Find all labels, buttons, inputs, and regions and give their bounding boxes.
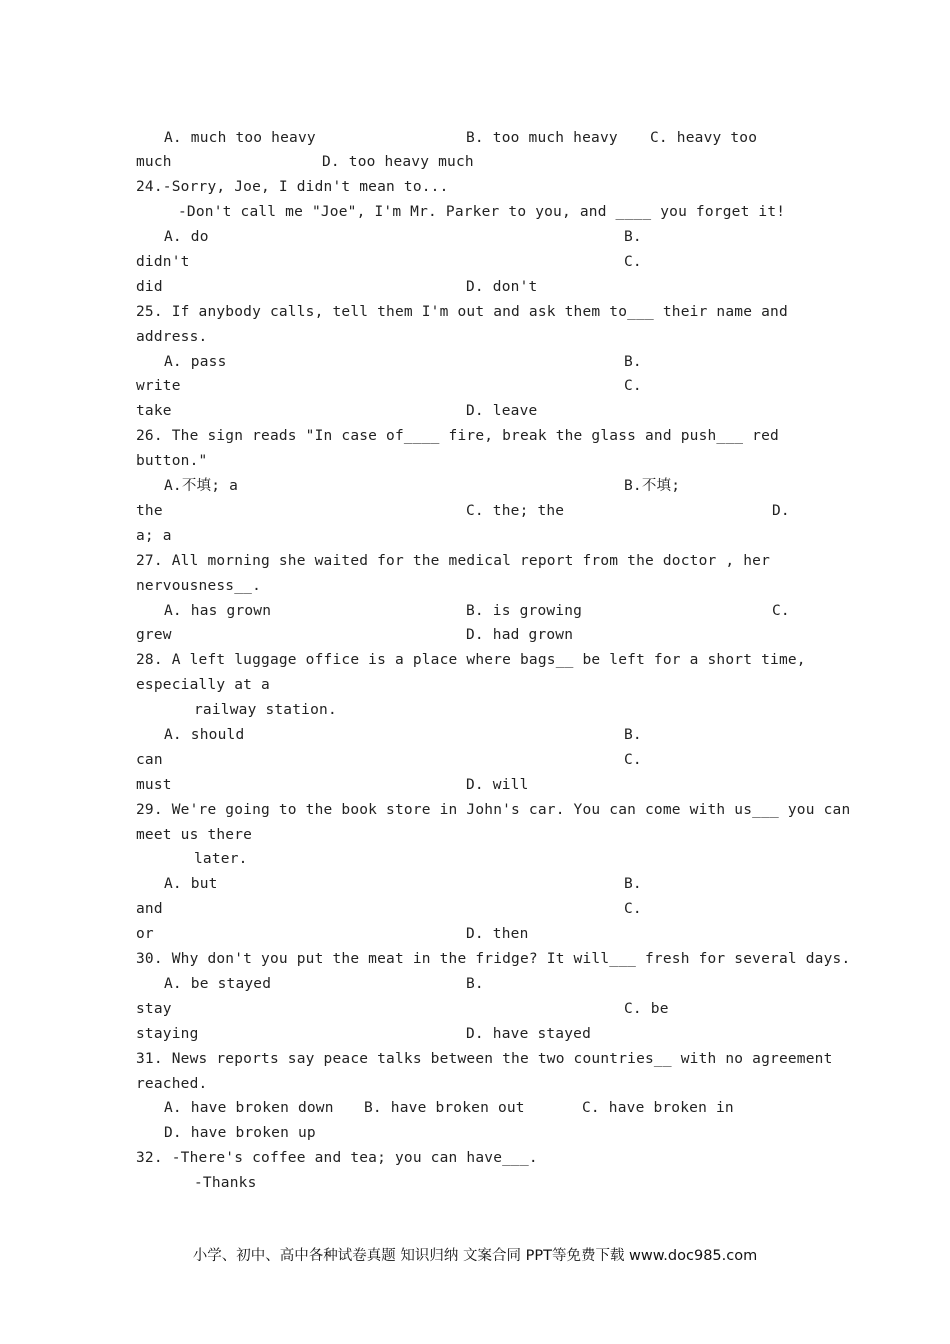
text-line: meet us there	[136, 827, 253, 843]
text-line: C.	[624, 901, 642, 917]
text-line: D. had grown	[466, 627, 574, 643]
text-line: C. heavy too	[650, 130, 758, 146]
text-line: can	[136, 752, 163, 768]
question-27: 27. All morning she waited for the medical report from the doctor , her	[136, 553, 771, 569]
text-line: the	[136, 503, 163, 519]
text-line: nervousness__.	[136, 578, 262, 594]
text-line: B.	[624, 229, 642, 245]
text-line: A. should	[164, 727, 245, 743]
question-28: 28. A left luggage office is a place where bags__ be left for a short time,	[136, 652, 806, 668]
text-line: much	[136, 154, 172, 170]
question-25: 25. If anybody calls, tell them I'm out and ask them to___ their name and	[136, 304, 788, 320]
text-line: B.	[624, 727, 642, 743]
text-line: D. will	[466, 777, 529, 793]
text-line: B.	[624, 354, 642, 370]
text-line: B.	[466, 976, 484, 992]
text-line: staying	[136, 1026, 199, 1042]
text-line: A.不填; a	[164, 478, 239, 494]
text-line: reached.	[136, 1076, 208, 1092]
text-line: especially at a	[136, 677, 270, 693]
text-line: C. the; the	[466, 503, 565, 519]
question-30: 30. Why don't you put the meat in the fridge? It will___ fresh for several days.	[136, 951, 851, 967]
text-line: C.	[624, 378, 642, 394]
text-line: C.	[772, 603, 790, 619]
text-line: C. have broken in	[582, 1100, 734, 1116]
text-line: D. too heavy much	[322, 154, 474, 170]
question-31: 31. News reports say peace talks between the two countries__ with no agreement	[136, 1051, 833, 1067]
text-line: A. much too heavy	[164, 130, 316, 146]
text-line: D.	[772, 503, 790, 519]
text-line: B.不填;	[624, 478, 681, 494]
footer-banner: 小学、初中、高中各种试卷真题 知识归纳 文案合同 PPT等免费下载 www.doc985.com	[192, 1248, 758, 1264]
question-24: 24.-Sorry, Joe, I didn't mean to...	[136, 179, 449, 195]
text-line: a; a	[136, 528, 172, 544]
text-line: did	[136, 279, 163, 295]
text-line: A. but	[164, 876, 218, 892]
text-line: B. is growing	[466, 603, 583, 619]
text-line: stay	[136, 1001, 172, 1017]
text-line: C.	[624, 752, 642, 768]
text-line: A. pass	[164, 354, 227, 370]
text-line: didn't	[136, 254, 190, 270]
text-line: and	[136, 901, 163, 917]
text-line: B. too much heavy	[466, 130, 618, 146]
question-29: 29. We're going to the book store in John's car. You can come with us___ you can	[136, 802, 851, 818]
text-line: D. have stayed	[466, 1026, 592, 1042]
text-line: -Thanks	[194, 1175, 257, 1191]
question-26: 26. The sign reads "In case of____ fire, break the glass and push___ red	[136, 428, 779, 444]
text-line: A. have broken down	[164, 1100, 334, 1116]
text-line: B.	[624, 876, 642, 892]
text-line: A. has grown	[164, 603, 272, 619]
text-line: address.	[136, 329, 208, 345]
text-line: A. do	[164, 229, 209, 245]
text-line: later.	[194, 851, 248, 867]
text-line: C. be	[624, 1001, 669, 1017]
question-32: 32. -There's coffee and tea; you can have___.	[136, 1150, 538, 1166]
text-line: D. then	[466, 926, 529, 942]
text-line: D. don't	[466, 279, 538, 295]
text-line: D. leave	[466, 403, 538, 419]
text-line: must	[136, 777, 172, 793]
text-line: D. have broken up	[164, 1125, 316, 1141]
text-line: railway station.	[194, 702, 337, 718]
text-line: A. be stayed	[164, 976, 272, 992]
text-line: grew	[136, 627, 172, 643]
text-line: button."	[136, 453, 208, 469]
text-line: take	[136, 403, 172, 419]
text-line: C.	[624, 254, 642, 270]
text-line: write	[136, 378, 181, 394]
text-line: B. have broken out	[364, 1100, 525, 1116]
text-line: or	[136, 926, 154, 942]
text-line: -Don't call me "Joe", I'm Mr. Parker to you, and ____ you forget it!	[178, 204, 786, 220]
